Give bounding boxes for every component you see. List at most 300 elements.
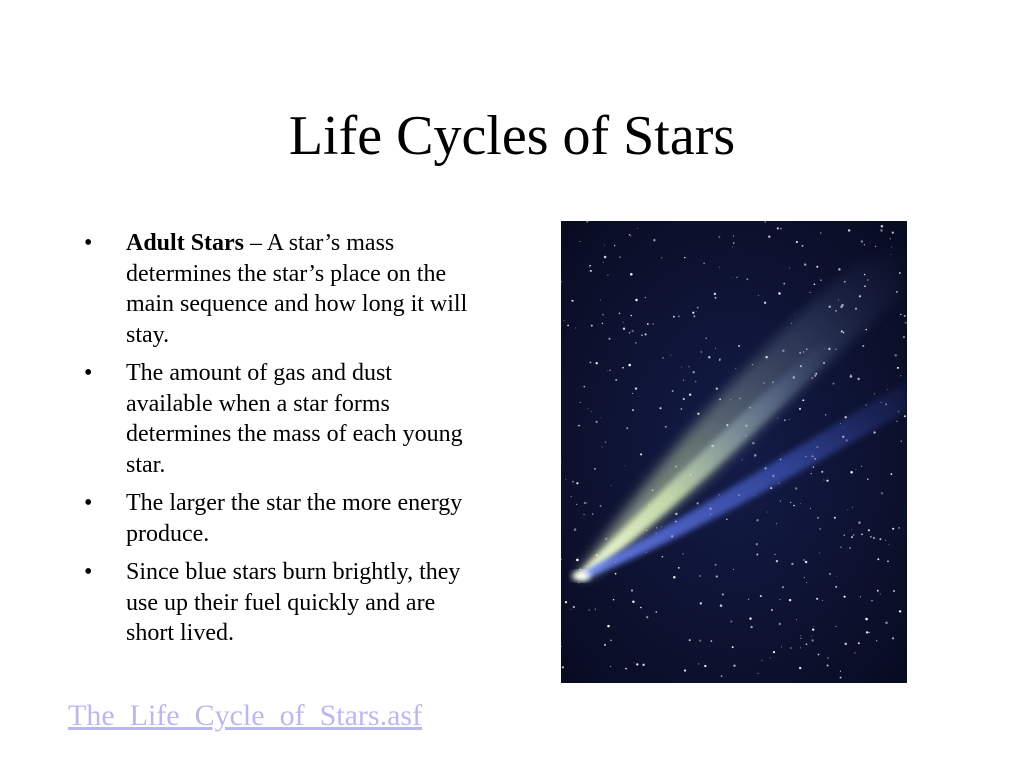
star-dot (865, 618, 868, 621)
star-dot (905, 322, 907, 324)
star-dot (799, 667, 801, 669)
star-dot (780, 228, 782, 230)
star-dot (705, 337, 707, 339)
star-dot (888, 544, 889, 545)
star-dot (623, 322, 624, 323)
star-dot (701, 351, 702, 352)
star-dot (564, 320, 565, 321)
star-dot (595, 609, 596, 610)
star-dot (804, 263, 806, 265)
star-dot (684, 257, 685, 258)
star-dot (672, 390, 674, 392)
star-dot (796, 619, 797, 620)
star-dot (699, 639, 701, 641)
star-dot (726, 519, 727, 520)
star-dot (600, 505, 602, 507)
star-dot (750, 626, 752, 628)
star-dot (630, 273, 633, 276)
star-dot (635, 387, 637, 389)
star-dot (782, 586, 784, 588)
star-dot (693, 315, 695, 317)
star-dot (856, 469, 857, 470)
star-dot (858, 642, 860, 644)
star-dot (629, 234, 631, 236)
star-dot (804, 577, 805, 578)
star-dot (576, 559, 579, 562)
star-dot (716, 388, 718, 390)
star-dot (632, 600, 635, 603)
star-dot (885, 622, 888, 625)
star-dot (715, 297, 717, 299)
bullet-text: The larger the star the more energy produce. (126, 490, 463, 547)
star-dot (816, 598, 818, 600)
star-dot (829, 573, 831, 575)
star-dot (661, 257, 662, 258)
star-dot (817, 517, 818, 518)
star-dot (867, 479, 868, 480)
star-dot (869, 632, 870, 633)
star-dot (719, 267, 720, 268)
star-dot (814, 283, 816, 285)
star-dot (800, 503, 801, 504)
bullet-text: The amount of gas and dust available when a star forms determines the mass of each young star. (126, 360, 463, 478)
star-dot (844, 534, 846, 536)
star-dot (803, 559, 805, 561)
star-dot (719, 359, 721, 361)
star-dot (583, 514, 585, 516)
comet-nucleus (572, 571, 590, 581)
list-item (84, 557, 484, 649)
star-dot (857, 378, 859, 380)
star-dot (847, 509, 848, 510)
star-dot (571, 496, 572, 497)
star-dot (603, 262, 604, 263)
star-dot (774, 554, 775, 555)
star-dot (589, 267, 590, 268)
star-dot (684, 670, 686, 672)
star-dot (732, 246, 733, 247)
star-dot (776, 560, 778, 562)
star-dot (590, 270, 592, 272)
star-dot (589, 265, 591, 267)
star-dot (800, 635, 801, 636)
star-dot (816, 266, 818, 268)
star-dot (695, 381, 697, 383)
star-dot (634, 662, 635, 663)
star-dot (833, 383, 835, 385)
star-dot (904, 315, 906, 317)
star-dot (877, 558, 879, 560)
star-dot (827, 657, 829, 659)
star-dot (615, 573, 617, 575)
star-dot (848, 229, 850, 231)
star-dot (682, 553, 684, 555)
bullet-icon: • (84, 490, 93, 516)
star-dot (675, 513, 677, 515)
star-dot (819, 528, 821, 530)
star-dot (879, 538, 881, 540)
star-dot (715, 348, 716, 349)
star-dot (777, 227, 779, 229)
star-dot (836, 576, 837, 577)
star-dot (637, 228, 638, 229)
star-dot (777, 418, 778, 419)
star-dot (589, 610, 590, 611)
star-dot (698, 663, 699, 664)
star-dot (776, 523, 777, 524)
bullet-icon: • (84, 360, 93, 386)
star-dot (659, 407, 661, 409)
star-dot (844, 643, 846, 645)
star-dot (604, 256, 607, 259)
star-dot (835, 586, 837, 588)
star-dot (689, 393, 691, 395)
star-dot (594, 468, 596, 470)
star-dot (899, 611, 900, 612)
star-dot (836, 626, 837, 627)
star-dot (866, 404, 867, 405)
star-dot (738, 345, 740, 347)
star-dot (756, 543, 758, 545)
star-dot (784, 419, 786, 421)
star-dot (689, 639, 691, 641)
star-dot (812, 628, 814, 630)
star-dot (873, 537, 875, 539)
star-dot (711, 640, 713, 642)
star-dot (693, 371, 695, 373)
star-dot (721, 675, 723, 677)
star-dot (655, 611, 657, 613)
star-dot (858, 521, 861, 524)
star-dot (881, 492, 883, 494)
star-dot (704, 665, 706, 667)
star-dot (572, 481, 574, 483)
slide-title: Life Cycles of Stars (288, 105, 736, 167)
star-dot (904, 415, 906, 417)
star-dot (840, 671, 841, 672)
star-dot (800, 638, 801, 639)
star-dot (607, 274, 609, 276)
star-dot (849, 547, 851, 549)
star-dot (854, 652, 856, 654)
star-dot (819, 552, 820, 553)
star-dot (732, 277, 733, 278)
star-dot (703, 263, 704, 264)
star-dot (764, 221, 766, 223)
star-dot (576, 504, 577, 505)
star-dot (862, 345, 864, 347)
star-dot (885, 540, 886, 541)
star-dot (681, 408, 683, 410)
star-dot (741, 459, 742, 460)
star-dot (662, 357, 663, 358)
star-dot (583, 386, 585, 388)
star-dot (574, 528, 577, 531)
bullet-icon: • (84, 230, 93, 256)
star-dot (850, 375, 853, 378)
star-dot (566, 479, 567, 480)
star-dot (749, 617, 751, 619)
star-dot (611, 485, 612, 486)
star-dot (641, 334, 643, 336)
star-dot (823, 480, 824, 481)
star-dot (653, 239, 655, 241)
star-dot (714, 293, 716, 295)
star-dot (796, 241, 798, 243)
star-dot (853, 534, 855, 536)
star-dot (903, 336, 905, 338)
star-dot (578, 582, 579, 583)
star-dot (591, 411, 592, 412)
star-dot (591, 325, 593, 327)
star-dot (838, 268, 840, 270)
star-dot (827, 664, 829, 666)
star-dot (631, 589, 633, 591)
star-dot (758, 673, 759, 674)
star-dot (789, 268, 790, 269)
star-dot (578, 425, 580, 427)
star-dot (662, 556, 664, 558)
star-dot (576, 482, 578, 484)
star-dot (661, 526, 662, 527)
star-dot (605, 441, 607, 443)
star-dot (630, 235, 631, 236)
star-dot (756, 519, 758, 521)
star-dot (615, 379, 617, 381)
star-dot (736, 277, 737, 278)
star-dot (781, 647, 782, 648)
star-dot (840, 677, 842, 679)
star-dot (851, 529, 852, 530)
star-dot (789, 599, 791, 601)
star-dot (678, 567, 680, 569)
star-dot (609, 369, 611, 371)
star-dot (716, 575, 718, 577)
star-dot (813, 466, 814, 467)
star-dot (813, 626, 814, 627)
star-dot (900, 375, 901, 376)
star-dot (735, 368, 736, 369)
star-dot (820, 232, 821, 233)
star-dot (602, 447, 603, 448)
star-dot (880, 229, 882, 231)
star-dot (586, 502, 587, 503)
star-dot (715, 564, 717, 566)
star-dot (802, 399, 804, 401)
star-dot (758, 295, 759, 296)
star-dot (822, 600, 823, 601)
star-dot (811, 473, 812, 474)
star-dot (825, 414, 826, 415)
star-dot (793, 505, 795, 507)
star-dot (820, 280, 821, 281)
star-dot (834, 517, 836, 519)
star-dot (779, 623, 781, 625)
star-dot (795, 487, 798, 490)
star-dot (683, 380, 684, 381)
list-item (84, 358, 484, 480)
star-dot (870, 536, 871, 537)
star-dot (876, 640, 877, 641)
star-dot (631, 330, 633, 332)
star-dot (818, 654, 820, 656)
star-dot (625, 465, 626, 466)
star-dot (673, 576, 676, 579)
star-dot (573, 606, 575, 608)
star-dot (562, 666, 564, 668)
star-dot (898, 527, 900, 529)
star-dot (696, 311, 697, 312)
star-dot (697, 307, 699, 309)
star-dot (623, 327, 625, 329)
star-dot (756, 554, 758, 556)
star-dot (799, 408, 801, 410)
star-dot (699, 575, 700, 576)
star-dot (733, 569, 734, 570)
star-dot (609, 338, 611, 340)
star-dot (896, 421, 897, 422)
comet-image (561, 221, 907, 683)
star-dot (683, 398, 685, 400)
star-dot (732, 646, 734, 648)
star-dot (665, 426, 667, 428)
star-dot (613, 599, 614, 600)
star-dot (596, 421, 598, 423)
list-item (84, 488, 484, 549)
star-dot (887, 561, 889, 563)
star-dot (892, 528, 894, 530)
star-dot (697, 413, 699, 415)
star-dot (748, 599, 750, 601)
star-dot (588, 271, 589, 272)
star-dot (780, 501, 781, 502)
star-dot (791, 563, 793, 565)
star-dot (783, 283, 785, 285)
star-dot (602, 323, 603, 324)
star-dot (890, 473, 892, 475)
star-dot (700, 602, 702, 604)
star-dot (800, 647, 801, 648)
star-dot (811, 636, 812, 637)
star-dot (892, 232, 894, 234)
star-dot (897, 367, 899, 369)
star-dot (890, 238, 891, 239)
star-dot (875, 246, 876, 247)
star-dot (631, 315, 633, 317)
star-dot (584, 502, 586, 504)
star-dot (602, 314, 604, 316)
star-dot (681, 367, 682, 368)
star-dot (645, 333, 647, 335)
star-dot (760, 595, 762, 597)
star-dot (801, 245, 803, 247)
star-dot (653, 323, 654, 324)
star-dot (850, 471, 853, 474)
star-dot (881, 225, 884, 228)
star-dot (692, 312, 694, 314)
star-dot (871, 600, 872, 601)
star-dot (567, 325, 569, 327)
star-dot (887, 389, 888, 390)
star-dot (604, 245, 605, 246)
star-dot (790, 502, 791, 503)
star-dot (852, 507, 853, 508)
star-dot (891, 247, 892, 248)
star-dot (900, 314, 901, 315)
star-dot (811, 639, 813, 641)
star-dot (733, 242, 735, 244)
star-dot (575, 328, 576, 329)
star-dot (778, 292, 780, 294)
star-dot (789, 419, 790, 420)
star-dot (722, 593, 724, 595)
star-dot (688, 366, 690, 368)
star-dot (640, 607, 642, 609)
star-dot (619, 313, 620, 314)
star-dot (768, 236, 770, 238)
star-dot (754, 454, 756, 456)
star-dot (565, 601, 567, 603)
star-dot (851, 536, 853, 538)
star-dot (733, 665, 735, 667)
star-dot (708, 356, 710, 358)
star-dot (592, 513, 594, 515)
star-dot (632, 409, 634, 411)
star-dot (607, 370, 608, 371)
star-dot (850, 374, 851, 375)
media-file-link[interactable]: The_Life_Cycle_of_Stars.asf (68, 699, 423, 732)
star-dot (571, 300, 573, 302)
star-dot (580, 402, 581, 403)
star-dot (865, 329, 866, 330)
star-dot (626, 427, 628, 429)
star-dot (610, 666, 611, 667)
star-dot (673, 316, 675, 318)
star-dot (670, 355, 671, 356)
star-dot (646, 616, 648, 618)
star-dot (596, 362, 598, 364)
star-dot (901, 441, 902, 442)
star-dot (752, 442, 755, 445)
star-dot (580, 241, 581, 242)
star-dot (894, 354, 897, 357)
star-dot (806, 643, 808, 645)
star-dot (764, 302, 766, 304)
list-item (84, 228, 484, 350)
star-dot (780, 599, 781, 600)
star-dot (607, 625, 610, 628)
star-dot (720, 604, 723, 607)
star-dot (826, 480, 828, 482)
star-dot (771, 609, 773, 611)
star-dot (874, 393, 875, 394)
star-dot (805, 561, 808, 564)
star-dot (767, 512, 768, 513)
star-dot (880, 593, 881, 594)
star-dot (619, 256, 620, 257)
star-dot (614, 245, 616, 247)
star-dot (636, 663, 638, 665)
star-dot (625, 668, 627, 670)
star-dot (746, 278, 748, 280)
bullet-text: – A star’s mass determines the star’s place on the main sequence and how long it will stay. (126, 230, 468, 348)
star-dot (601, 417, 602, 418)
star-dot (678, 315, 680, 317)
star-dot (640, 453, 642, 455)
star-dot (730, 620, 732, 622)
star-dot (770, 657, 771, 658)
star-dot (587, 408, 588, 409)
